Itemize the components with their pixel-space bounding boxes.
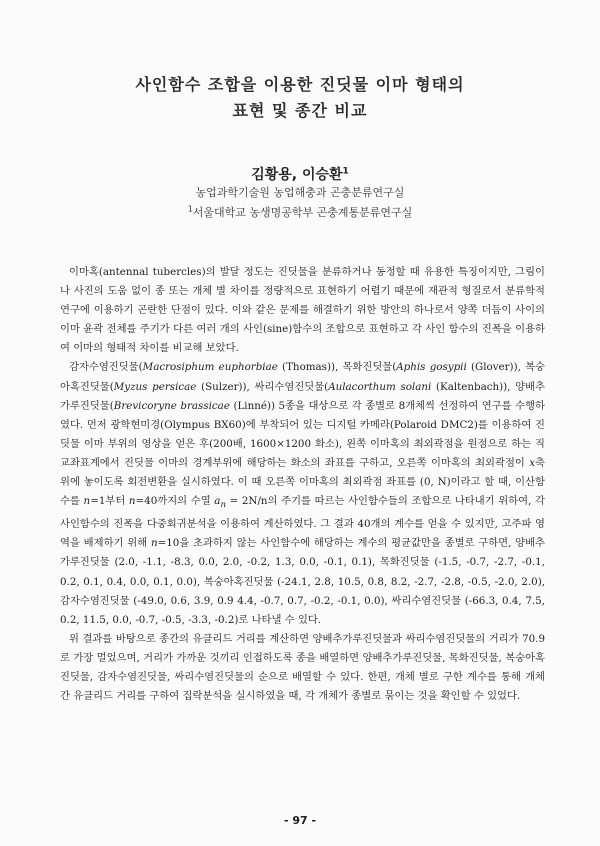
p2-text: (Kaltenbach)), 양배추가루진딧물( — [60, 380, 545, 412]
species-name: Brevicoryne brassicae — [113, 399, 230, 412]
p2-text: 감자수염진딧물( — [69, 361, 143, 374]
affiliation-2-mark: 1 — [187, 204, 193, 214]
species-name: Myzus persicae — [113, 380, 197, 393]
author-affil-mark: 1 — [342, 166, 349, 177]
species-name: Macrosiphum euphorbiae — [142, 361, 278, 374]
p2-text: =40까지의 수열 — [135, 495, 215, 508]
math-var: n — [128, 495, 136, 508]
species-name: Aulacorthum solani — [328, 380, 432, 393]
math-subscript: n — [220, 500, 226, 511]
page-number: - 97 - — [283, 814, 317, 827]
p2-text: =10을 초과하지 않는 사인함수에 해당하는 계수의 평균값만을 종별로 구하면, 양배추가루진딧물 (2.0, -1.1, -8.3, 0.0, 2.0, -0.2, 1.3, 0.0, -0.1, 0.1), 목화진딧물 (-1.5, -0.7, -2.7, -0.1, 0.2, 0.1, 0.4, 0.0, 0.1, 0.0), 복숭아혹진딧물 (-24.1, 2.8, 10.5, 0.8, 8.2, -2.7, -2.8, -0.5, -2.0, 2.0), 감자수염진딧물 (-49.0, 0.6, 3.9, 0.9 4.4, -0.7, 0.7, -0.2, -0.1, 0.0), 싸리수염진딧물 (-66.3, 0.4, 7.5, 0.2, 11.5, 0.0, -0.7, -0.5, -3.3, -0.2)로 나타낼 수 있다. — [60, 537, 545, 626]
affiliation-2 — [0, 204, 600, 220]
math-var: n — [83, 495, 91, 508]
authors — [0, 164, 600, 184]
paragraph-1: 이마혹(antennal tubercles)의 발달 정도는 진딧물을 분류하거나 동정할 때 유용한 특징이지만, 그림이나 사진의 도움 없이 종 또는 개체 별 차이를 정량적으로 표현하기 어렵기 때문에 재관적 형질로서 분류학적 연구에 이용하기 곤란한 단점이 있다. 이와 같은 문제를 해결하기 위한 방안의 하나로서 양쪽 더듬이 사이의 이마 윤곽 전체를 주기가 다른 여러 개의 사인(sine)함수의 조합으로 표현하고 각 사인 함수의 진폭을 이용하여 이마의 형태적 차이를 비교해 보았다. — [60, 266, 545, 355]
species-name: Aphis gosypii — [396, 361, 467, 374]
paragraph-3: 위 결과를 바탕으로 종간의 유클리드 거리를 계산하면 양배추가루진딧물과 싸리수염진딧물의 거리가 70.9로 가장 멀었으며, 거리가 가까운 것끼리 인접하도록 종을 배열하면 양배추가루진딧물, 목화진딧물, 복숭아혹진딧물, 감자수염진딧물, 싸리수염진딧물의 순으로 배열할 수 있다. 한편, 개체 별로 구한 계수를 통해 개체 간 유클리드 거리를 구하여 집락분석을 실시하였을 때, 각 개체가 종별로 묶이는 것을 확인할 수 있었다. — [60, 632, 545, 703]
author-names: 김황용, 이승환 — [251, 167, 343, 183]
p2-text: (Glover)), 복숭아혹진딧물( — [60, 361, 545, 393]
title-line-2: 표현 및 종간 비교 — [232, 101, 368, 120]
p2-text: 축 위에 놓이도록 회전변환을 실시하였다. 이 때 오른쪽 이마혹의 최외곽점 좌표를 (0, N)이라고 할 때, 이산함수를 — [60, 456, 545, 508]
p2-text: = 2N/n의 주기를 따르는 사인함수들의 조합으로 나타내기 위하여, 각 사인함수의 진폭을 다중회귀분석을 이용하여 계산하였다. 그 결과 40개의 계수를 얻을 수 있지만, 고주파 영역을 배제하기 위해 — [60, 495, 545, 550]
title-line-1: 사인함수 조합을 이용한 진딧물 이마 형태의 — [135, 75, 465, 94]
p2-text: =1부터 — [90, 495, 129, 508]
p2-text: (Sulzer)), 싸리수염진딧물( — [196, 380, 329, 393]
math-var: a — [214, 495, 221, 508]
p2-text: (Thomas)), 목화진딧물( — [277, 361, 397, 374]
math-var: n — [150, 537, 158, 550]
affiliation-1: 농업과학기술원 농업해충과 곤충분류연구실 — [195, 186, 405, 199]
affiliation-2-text: 서울대학교 농생명공학부 곤충계통분류연구실 — [192, 206, 413, 219]
p2-text: (Linné)) 5종을 대상으로 각 종별로 8개체씩 선정하여 연구를 수행하였다. 먼저 광학현미경(Olympus BX60)에 부착되어 있는 디지털 카메라(Polaroid DMC2)를 이용하여 진딧물 이마 부위의 영상을 얻은 후(200배, 1600×1200 화소), 왼쪽 이마혹의 최외곽점을 원점으로 하는 직교좌표계에서 진딧물 이마의 경계부위에 해당하는 화소의 좌표를 구하고, 오른쪽 이마혹의 최외곽점이 — [60, 399, 545, 469]
abstract-body — [60, 263, 545, 706]
math-var: x — [529, 456, 536, 469]
paragraph-2 — [60, 358, 545, 629]
